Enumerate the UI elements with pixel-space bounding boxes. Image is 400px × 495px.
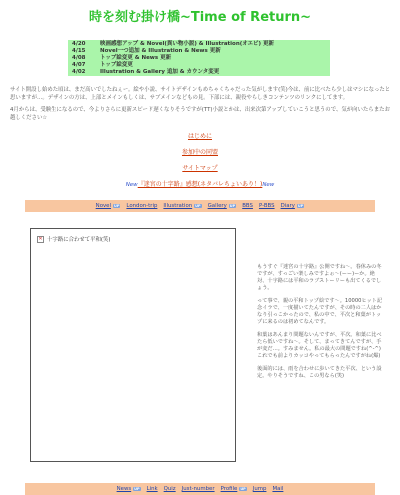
nav-item-profile[interactable]	[221, 486, 247, 492]
up-icon: UP	[195, 204, 201, 208]
featured-link[interactable]: 『迷宮の十字路』感想(ネタバレちょいあり！)	[137, 181, 263, 188]
up-icon: UP	[114, 204, 120, 208]
nav-label[interactable]: Illustration	[163, 203, 193, 209]
nav-label[interactable]: Just-number	[181, 486, 215, 492]
news-text: Novel一つ追加 & Illustration & News 更新	[100, 48, 221, 54]
nav-label[interactable]: Link	[146, 486, 158, 492]
side-paragraph: って事で、親の平和トップ絵です〜。10000ヒット記念イラで、一度描いてたんですが、その時の二人はかなり引っこかったので、私の中で、平次と和葉がトップに来るのは初めてなんです。	[257, 298, 383, 325]
nav-label[interactable]: Mail	[272, 486, 284, 492]
news-item	[72, 48, 326, 55]
nav-item-just-number[interactable]	[182, 486, 215, 492]
image-alt-text: 十字路に合わせて平和(笑)	[47, 237, 111, 243]
site-title	[0, 6, 400, 25]
up-icon: UP	[297, 204, 304, 208]
nav-label[interactable]: Quiz	[163, 486, 176, 492]
side-paragraph: もうすぐ『迷宮の十字路』公開ですね〜。春休みの冬ですが、すっごい楽しみですよぉ〜(ーー)ーか。絶対、十字路には平和のラブストーリーも出てくるでしょう。	[257, 264, 382, 291]
nav-item-novel[interactable]	[96, 203, 121, 209]
side-paragraph: 後面的には、雨を合わせに歩いてきた平次、という設定。やりそうですね、この男なら(笑)	[257, 366, 382, 379]
menu-link-hajimeni[interactable]: はじめに	[187, 133, 212, 140]
up-icon: UP	[240, 487, 246, 491]
nav-item-bbs[interactable]	[242, 203, 253, 209]
side-paragraph: 和葉はあんまり問題ないんですが、平次。和葉に比べたら低いですね〜。そして、まってきてんですが、手が変だ…。すみません。私の最大の問題ですね(^-^)これでも前よりカッコやってもらったんですがね(爆)	[257, 332, 382, 359]
nav-item-quiz[interactable]	[164, 486, 176, 492]
intro-paragraph: 4月からは、受験生になるので、今よりさらに更新スピード遅くなりそうですが(TT)小説とかは、出来次第アップしていこうと思うので、気が向いたらまたお越しください☆	[10, 107, 390, 121]
news-item	[72, 69, 326, 76]
news-text: Illustration & Gallery 追加 & カウンタ変更	[100, 69, 220, 75]
news-item	[72, 62, 326, 69]
nav-item-london-trip[interactable]	[126, 203, 157, 209]
broken-image	[37, 235, 111, 243]
menu-link-sitemap[interactable]: サイトマップ	[182, 165, 218, 172]
nav-label[interactable]: Profile	[220, 486, 238, 492]
news-date: 4/20	[72, 41, 86, 47]
up-icon: UP	[134, 487, 140, 491]
news-item	[72, 55, 326, 62]
nav-item-gallery[interactable]	[208, 203, 237, 209]
nav-label[interactable]: Jump	[252, 486, 267, 492]
up-icon: UP	[229, 204, 236, 208]
nav-item-p-bbs[interactable]	[259, 203, 275, 209]
nav-label[interactable]: BBS	[242, 203, 253, 209]
news-date: 4/15	[72, 48, 86, 54]
news-box	[68, 40, 330, 76]
new-tag: New	[262, 182, 275, 188]
side-text	[257, 264, 384, 386]
nav-item-diary[interactable]	[281, 203, 305, 209]
news-item	[72, 41, 326, 48]
nav-label[interactable]: Diary	[280, 203, 295, 209]
intro-paragraph: サイト開設し始めた頃は、まだ高いでしたねぇー。絵や小説、サイトデザインもめちゃくちゃだった気がします(笑)今は、前に比べたら少しはマシになったと思いますが…。デザインの方は、上部とメインもしくは、サブメインなどもの見。下部には、親役やらしきコンテンツのリンクにしてます。	[10, 87, 391, 101]
menu-link-joiner[interactable]: 参加中の同盟	[181, 149, 218, 156]
nav-label[interactable]: Gallery	[207, 203, 227, 209]
new-tag: New	[125, 182, 138, 188]
image-frame	[30, 228, 236, 462]
top-nav-bar	[25, 200, 375, 212]
site-title-jp: 時を刻む掛け橋	[88, 10, 180, 25]
news-text: トップ絵変更 & News 更新	[100, 55, 172, 61]
news-date: 4/08	[72, 55, 86, 61]
bottom-nav-bar	[25, 483, 375, 495]
nav-label[interactable]: P-BBS	[258, 203, 275, 209]
nav-label[interactable]: Novel	[95, 203, 111, 209]
nav-item-mail[interactable]	[272, 486, 283, 492]
news-text: 映画感想アップ & Novel(異い物小説) & Illustration(オエビ) 更新	[100, 41, 274, 47]
broken-image-icon: ✕	[38, 235, 43, 242]
news-date: 4/02	[72, 69, 86, 75]
site-title-en: ~Time of Return~	[179, 10, 312, 25]
nav-item-news[interactable]	[117, 486, 141, 492]
nav-label[interactable]: London-trip	[126, 203, 158, 209]
news-date: 4/07	[72, 62, 86, 68]
nav-item-link[interactable]	[147, 486, 158, 492]
nav-item-jump[interactable]	[253, 486, 267, 492]
news-text: トップ絵変更	[100, 62, 133, 68]
nav-item-illustration[interactable]	[163, 203, 201, 209]
featured-link-row	[0, 179, 400, 188]
nav-label[interactable]: News	[116, 486, 132, 492]
